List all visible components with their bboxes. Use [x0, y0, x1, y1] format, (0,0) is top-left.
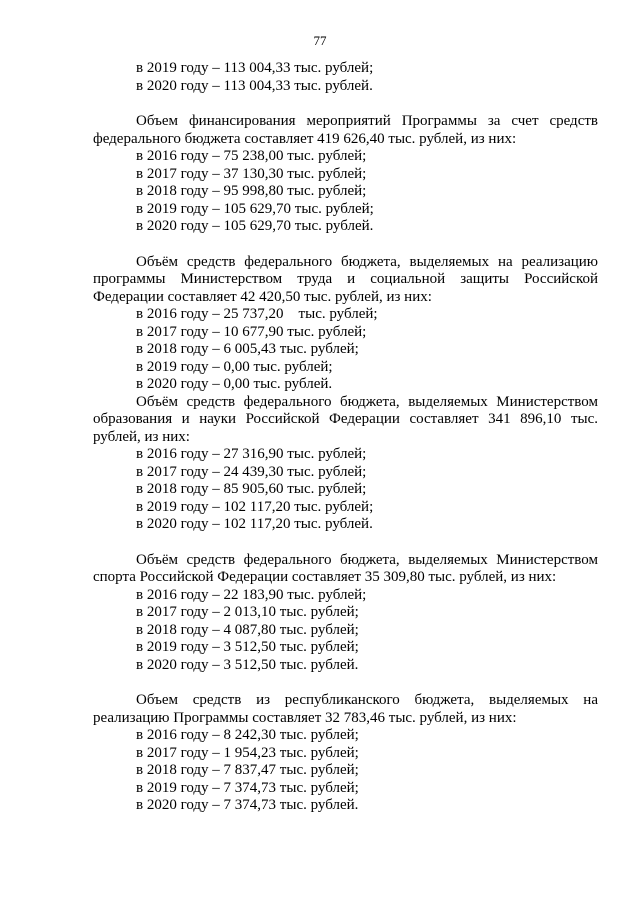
- list-item: в 2016 году – 22 183,90 тыс. рублей;: [136, 586, 367, 603]
- list-item: в 2020 году – 105 629,70 тыс. рублей.: [136, 218, 374, 234]
- list-item: в 2016 году – 75 238,00 тыс. рублей;: [136, 148, 367, 164]
- section-paragraph: Объем средств из республиканского бюджета, выделяемых на реализацию Программы составляет 32 783,46 тыс. рублей, из них:: [93, 692, 598, 726]
- list-item: в 2019 году – 7 374,73 тыс. рублей;: [136, 779, 359, 796]
- section-paragraph: Объем финансирования мероприятий Программы за счет средств федерального бюджета составляет 419 626,40 тыс. рублей, из них:: [93, 113, 598, 147]
- list-item: в 2017 году – 24 439,30 тыс. рублей;: [136, 463, 367, 480]
- section-paragraph: Объём средств федерального бюджета, выделяемых на реализацию программы Министерством труда и социальной защиты Российской Федерации составляет 42 420,50 тыс. рублей, из них:: [93, 253, 598, 305]
- list-item: в 2016 году – 8 242,30 тыс. рублей;: [136, 727, 359, 743]
- section-paragraph: Объём средств федерального бюджета, выделяемых Министерством спорта Российской Федерации составляет 35 309,80 тыс. рублей, из них:: [93, 551, 598, 585]
- list-item: в 2016 году – 27 316,90 тыс. рублей;: [136, 446, 367, 462]
- list-item: в 2017 году – 37 130,30 тыс. рублей;: [136, 165, 367, 182]
- list-item: в 2018 году – 95 998,80 тыс. рублей;: [136, 183, 367, 199]
- section-ministry-labour: [93, 254, 598, 394]
- list-item: в 2019 году – 0,00 тыс. рублей;: [136, 358, 333, 375]
- intro-line: в 2020 году – 113 004,33 тыс. рублей.: [136, 77, 373, 94]
- list-item: в 2017 году – 1 954,23 тыс. рублей;: [136, 744, 359, 761]
- list-item: в 2018 году – 4 087,80 тыс. рублей;: [136, 621, 359, 638]
- section-republican-budget: [93, 692, 598, 815]
- list-item: в 2018 году – 6 005,43 тыс. рублей;: [136, 341, 359, 357]
- section-federal-budget: [93, 113, 598, 236]
- section-paragraph: Объём средств федерального бюджета, выделяемых Министерством образования и науки Российской Федерации составляет 341 896,10 тыс. рублей, из них:: [93, 393, 598, 445]
- intro-line: в 2019 году – 113 004,33 тыс. рублей;: [136, 60, 374, 76]
- list-item: в 2016 году – 25 737,20 тыс. рублей;: [136, 306, 378, 322]
- list-item: в 2018 году – 7 837,47 тыс. рублей;: [136, 762, 359, 778]
- list-item: в 2019 году – 105 629,70 тыс. рублей;: [136, 200, 374, 217]
- list-item: в 2018 году – 85 905,60 тыс. рублей;: [136, 481, 367, 497]
- section-ministry-education: [93, 394, 598, 534]
- list-item: в 2017 году – 10 677,90 тыс. рублей;: [136, 323, 367, 340]
- list-item: в 2020 году – 0,00 тыс. рублей.: [136, 376, 333, 392]
- document-body: [93, 60, 598, 815]
- list-item: в 2020 году – 3 512,50 тыс. рублей.: [136, 656, 359, 673]
- list-item: в 2020 году – 7 374,73 тыс. рублей.: [136, 797, 359, 813]
- list-item: в 2020 году – 102 117,20 тыс. рублей.: [136, 516, 373, 532]
- section-ministry-sport: [93, 552, 598, 675]
- list-item: в 2019 году – 3 512,50 тыс. рублей;: [136, 639, 359, 655]
- list-item: в 2019 году – 102 117,20 тыс. рублей;: [136, 498, 374, 515]
- page-number: 77: [313, 33, 327, 48]
- list-item: в 2017 году – 2 013,10 тыс. рублей;: [136, 604, 359, 620]
